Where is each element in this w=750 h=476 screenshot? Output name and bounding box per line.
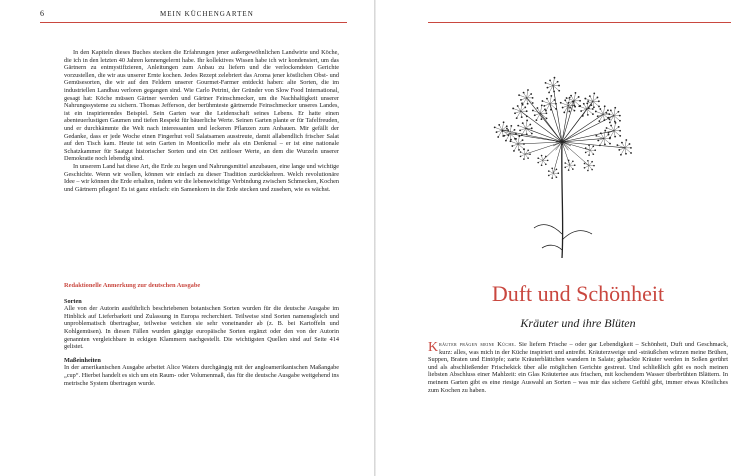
chapter-title: Duft und Schönheit <box>491 281 665 306</box>
right-page <box>376 0 750 476</box>
note-section-title-sorten: Sorten <box>64 297 82 305</box>
left-page <box>0 0 374 476</box>
note-section-text-sorten: Alle von der Autorin ausführlich beschriebenen botanischen Sorten wurden für die deutsche Ausgabe im Hinblick auf Lieferbarkeit und Zulassung in Europa recherchiert. Teilweise sind Sorten namensgleich und unproblematisch übertragbar, teilweise weichen sie sehr voneinander ab (z. B. bei Kartoffeln und Kohlgemüsen). In diesen Fällen wurden gängige europäische Sorten ergänzt oder den von der Autorin genannten vergleichbare in eckigen Klammern nachgestellt. Die wichtigsten Quellen sind auf Seite 414 gelistet. <box>64 305 339 351</box>
editorial-note <box>64 282 339 387</box>
drop-cap: K <box>428 340 439 355</box>
note-section-title-masseinheiten: Maßeinheiten <box>64 356 101 364</box>
paragraph-2: In unserem Land hat diese Art, die Erde zu hegen und Nahrungsmittel anzubauen, eine lange und wichtige Geschichte. Wenn wir wollen, können wir einfach zu dieser Tradition zurückkehren. Welch revolutionäre Idee – wir können die Erde erhalten, indem wir die lebenswichtige Verbindung zwischen Schmecken, Kochen und Gärtnern pflegen! Es ist ganz einfach: ein Samenkorn in die Erde stecken und zusehen, wie es wächst. <box>64 162 339 193</box>
page-number: 6 <box>40 9 44 18</box>
header-rule <box>428 22 731 23</box>
running-head: MEIN KÜCHENGARTEN <box>160 10 254 18</box>
chapter-subtitle: Kräuter und ihre Blüten <box>520 316 636 330</box>
intro-lead-in: räuter prägen meine Küche. <box>439 341 517 348</box>
chapter-intro <box>428 341 728 394</box>
note-section-text-masseinheiten: In der amerikanischen Ausgabe arbeitet Alice Waters durchgängig mit der angloamerikanischen Maßangabe „cup“. Hierbei handelt es sich um ein Raum- oder Volumenmaß, das für die deutsche Ausgabe weitgehend ins metrische System übertragen wurde. <box>64 364 339 387</box>
umbel-flower-illustration <box>482 64 642 260</box>
body-text <box>64 49 339 193</box>
header-rule <box>40 22 347 23</box>
paragraph-1: In den Kapiteln dieses Buches stecken die Erfahrungen jener außergewöhnlichen Landwirte und Köche, die ich in den letzten 40 Jahren kennengelernt habe. Ihr kollektives Wissen habe ich wir kondensiert, um das Gärtnern zu entmystifizieren, Anleitungen zum Anbau zu liefern und die verlockendsten Gerichte vorzustellen, die wir aus unserer Ernte kochen. Jedes Rezept zelebriert das Aroma jener köstlichen Obst- und Gemüsesorten, die wir auf den Feldern unserer Gourmet-Farmer entdeckt haben: alte Sorten, die im industriellen Landbau verloren gegangen sind. Wie Carlo Petrini, der Gründer von Slow Food International, gesagt hat: Köche müssen Gärtner werden und Gärtner Feinschmecker, um die Nachhaltigkeit unserer Nahrungssysteme zu sichern. Thomas Jefferson, der berühmteste gärtnernde Feinschmecker unseres Landes, ist ein inspirierendes Beispiel. Sein Garten war die Leidenschaft seines Lebens. Er hatte einen abenteuerlustigen Gaumen und tiefen Respekt für bäuerliche Werte. Seinen Garten plante er für Tafelfreuden, und er durchkämmte die Welt nach interessanten und leckeren Pflanzen zum Anbauen. Mir gefällt der Gedanke, dass er jede Woche einen Fingerhut voll Salatsamen ausstreute, damit allabendlich frischer Salat auf den Tisch kam. Heute ist sein Garten in Monticello mehr als ein Denkmal – er ist eine nationale Schatzkammer für Saatgut historischer Sorten und ein Ort zeitloser Werte, an dem die Wurzeln unserer Demokratie noch lebendig sind. <box>64 49 339 163</box>
note-heading: Redaktionelle Anmerkung zur deutschen Ausgabe <box>64 282 201 289</box>
intro-text: Sie liefern Frische – oder gar Lebendigkeit – Schönheit, Duft und Geschmack, kurz: alles, was mich in der Küche inspiriert und antreibt. Kräuterzweige und -sträußchen würzen meine Brühen, Suppen, Braten und Eintöpfe; zarte Kräuterblättchen wandern in Salate; gehackte Kräuter werden in Soßen gerührt und als abschließender Frischekick über alle möglichen Gerichte gestreut. Und schließlich gibt es noch meinen liebsten Abschluss einer Mahlzeit: ein Glas Kräutertee aus frischen, mit kochendem Wasser überbrühten Blättern. In meinem Garten gibt es eine riesige Auswahl an Sorten – was mir das sichere Gefühl gibt, immer etwas Köstliches zum Kochen zu haben. <box>428 341 728 394</box>
